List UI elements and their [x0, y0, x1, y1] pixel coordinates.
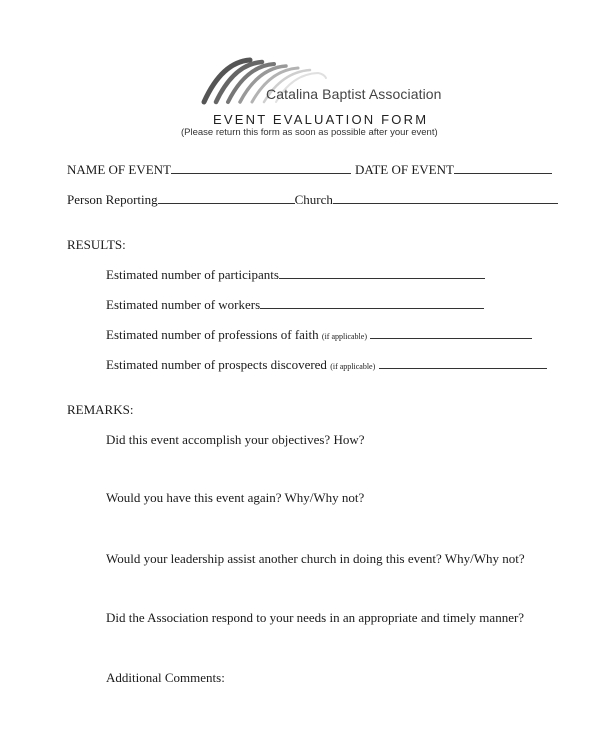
date-of-event-row [355, 162, 552, 178]
prospects-row [106, 357, 547, 373]
results-heading: RESULTS: [67, 237, 126, 252]
remarks-heading: REMARKS: [67, 402, 134, 417]
person-reporting-row [67, 192, 558, 208]
participants-field[interactable] [279, 268, 485, 279]
remarks-question-objectives: Did this event accomplish your objectives? How? [106, 432, 365, 447]
workers-row [106, 297, 484, 313]
name-of-event-field[interactable] [171, 163, 351, 174]
form-title: EVENT EVALUATION FORM [213, 112, 429, 127]
form-subtitle: (Please return this form as soon as possible after your event) [181, 127, 438, 138]
additional-comments-label: Additional Comments: [106, 670, 225, 685]
prospects-field[interactable] [379, 358, 547, 369]
name-of-event-row [67, 162, 351, 178]
professions-label: Estimated number of professions of faith [106, 327, 319, 342]
professions-field[interactable] [370, 328, 532, 339]
church-field[interactable] [333, 193, 558, 204]
organization-name: Catalina Baptist Association [266, 86, 442, 102]
name-of-event-label: NAME OF EVENT [67, 162, 171, 177]
participants-label: Estimated number of participants [106, 267, 279, 282]
date-of-event-field[interactable] [454, 163, 552, 174]
prospects-if-applicable: (if applicable) [330, 362, 376, 371]
person-reporting-field[interactable] [158, 193, 295, 204]
professions-row [106, 327, 532, 343]
professions-if-applicable: (if applicable) [321, 332, 367, 341]
date-of-event-label: DATE OF EVENT [355, 162, 454, 177]
prospects-label: Estimated number of prospects discovered [106, 357, 327, 372]
workers-label: Estimated number of workers [106, 297, 261, 312]
remarks-question-again: Would you have this event again? Why/Why not? [106, 490, 365, 505]
remarks-question-leadership: Would your leadership assist another church in doing this event? Why/Why not? [106, 551, 525, 566]
workers-field[interactable] [260, 298, 484, 309]
remarks-question-association: Did the Association respond to your needs in an appropriate and timely manner? [106, 610, 525, 625]
person-reporting-label: Person Reporting [67, 192, 158, 207]
church-label: Church [294, 192, 333, 207]
participants-row [106, 267, 485, 283]
